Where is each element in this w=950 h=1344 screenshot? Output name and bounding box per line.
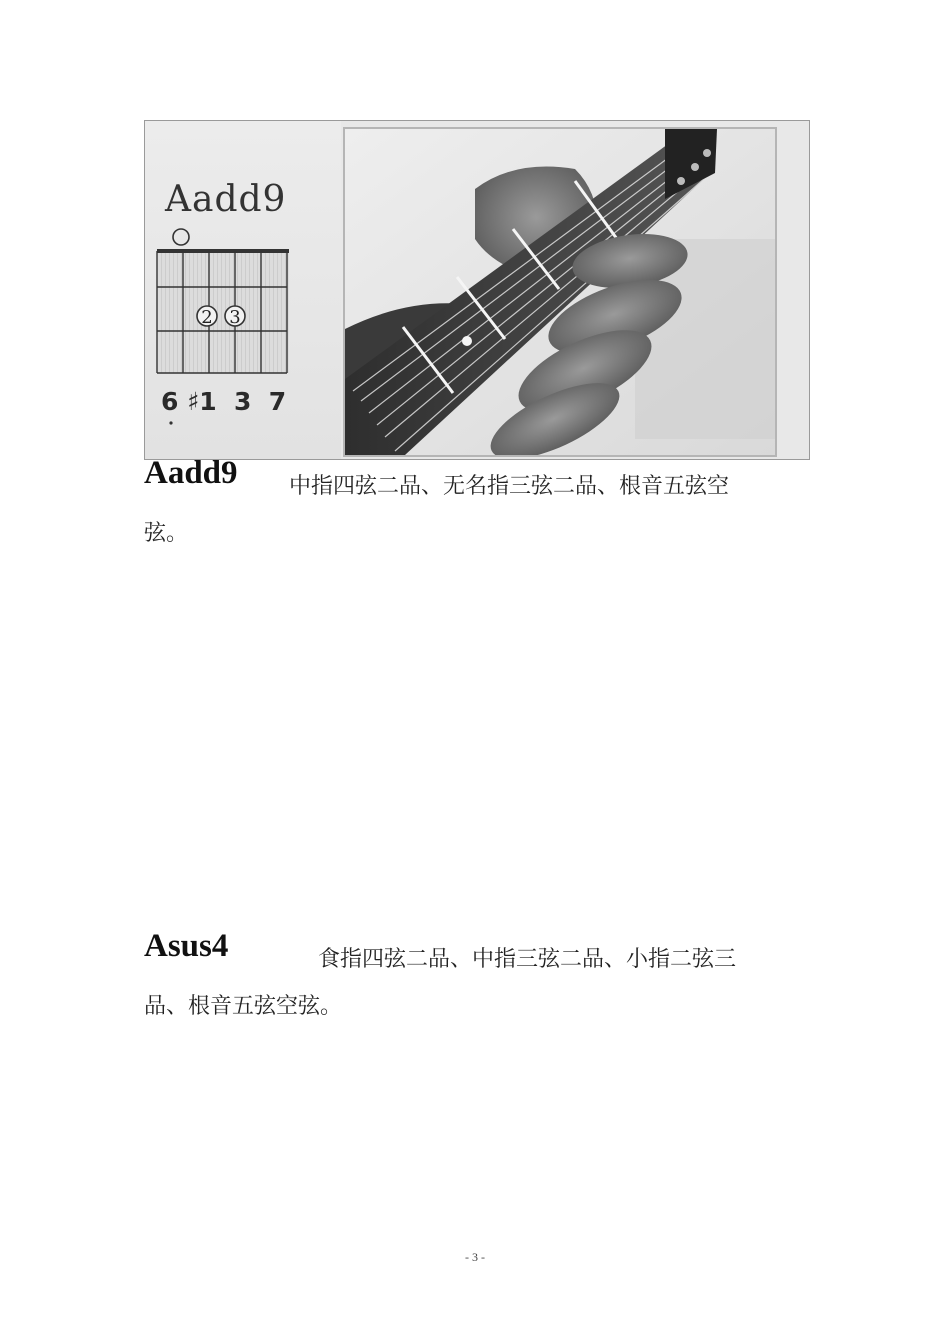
- finger-number-3: 3: [229, 307, 241, 328]
- chord-description-line2: 弦。: [144, 520, 189, 545]
- open-string-marker: [173, 229, 189, 245]
- finger-number-2: 2: [201, 307, 213, 328]
- nut: [157, 249, 289, 253]
- chord-diagram-panel: [145, 121, 341, 459]
- chord-figure: [144, 120, 810, 460]
- chord-description-line2: 品、根音五弦空弦。: [144, 993, 343, 1018]
- chord-title-asus4: Asus4: [144, 928, 229, 964]
- chord-description-line1: 食指四弦二品、中指三弦二品、小指二弦三: [318, 946, 737, 971]
- chord-note-labels: 6 ♯1 3 7: [161, 387, 287, 416]
- chord-diagram-title: Aadd9: [165, 179, 287, 220]
- hand-fretboard-photo: [343, 127, 777, 457]
- chord-description-line1: 中指四弦二品、无名指三弦二品、根音五弦空: [289, 473, 730, 498]
- chord-title-aadd9: Aadd9: [144, 455, 238, 491]
- page-number: - 3 -: [465, 1250, 485, 1264]
